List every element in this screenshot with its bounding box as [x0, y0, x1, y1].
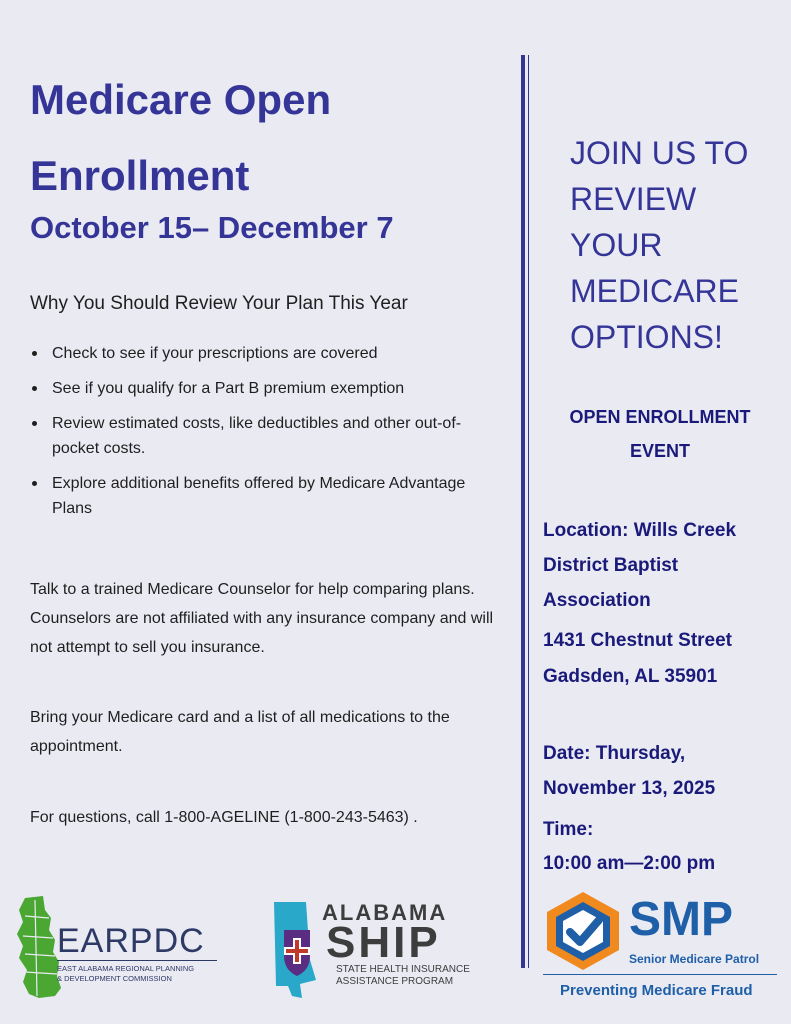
- smp-rule: [543, 974, 777, 975]
- event-date: Date: Thursday, November 13, 2025: [543, 743, 716, 799]
- smp-logo: [543, 890, 783, 1002]
- earpdc-logo: [15, 896, 230, 1000]
- questions-paragraph: For questions, call 1-800-AGELINE (1-800-243-5463) .: [30, 809, 418, 826]
- alabama-ship-logo: [270, 898, 510, 1000]
- join-us-heading: JOIN US TO REVIEW YOUR MEDICARE OPTIONS!: [570, 135, 749, 355]
- address-line-2: Gadsden, AL 35901: [543, 666, 718, 687]
- earpdc-rule: [57, 960, 217, 961]
- smp-tagline: Preventing Medicare Fraud: [560, 982, 753, 999]
- ship-line-1: STATE HEALTH INSURANCE: [336, 964, 470, 975]
- list-item: Review estimated costs, like deductibles and other out-of-pocket costs.: [30, 411, 500, 461]
- alabama-map-icon: [15, 896, 63, 1000]
- why-review-heading: Why You Should Review Your Plan This Year: [30, 293, 408, 314]
- earpdc-line-1: EAST ALABAMA REGIONAL PLANNING: [57, 964, 195, 973]
- smp-name: SMP: [629, 893, 734, 946]
- event-label: OPEN ENROLLMENT EVENT: [569, 407, 751, 461]
- list-item: Explore additional benefits offered by Medicare Advantage Plans: [30, 471, 500, 521]
- time-label: Time:: [543, 819, 594, 840]
- reasons-list: [30, 341, 500, 531]
- page-title: Medicare Open Enrollment: [30, 76, 332, 199]
- smp-checkmark-shield-icon: [543, 890, 623, 972]
- ship-line-2: ASSISTANCE PROGRAM: [336, 976, 454, 987]
- earpdc-name: EARPDC: [57, 922, 205, 960]
- list-item: See if you qualify for a Part B premium exemption: [30, 376, 500, 401]
- bring-paragraph: Bring your Medicare card and a list of all medications to the appointment.: [30, 709, 450, 755]
- smp-subtitle: Senior Medicare Patrol: [629, 952, 760, 966]
- event-location: Location: Wills Creek District Baptist Association: [543, 520, 737, 611]
- enrollment-dates: October 15– December 7: [30, 210, 394, 245]
- address-line-1: 1431 Chestnut Street: [543, 630, 733, 651]
- ship-main-text: SHIP: [326, 918, 441, 967]
- column-divider: [521, 55, 525, 968]
- counselor-paragraph: Talk to a trained Medicare Counselor for help comparing plans. Counselors are not affiliated with any insurance company and will not attempt to sell you insurance.: [30, 581, 494, 656]
- list-item: Check to see if your prescriptions are covered: [30, 341, 500, 366]
- time-value: 10:00 am—2:00 pm: [543, 853, 716, 874]
- alabama-state-icon: [270, 900, 330, 1000]
- earpdc-line-2: & DEVELOPMENT COMMISSION: [57, 974, 172, 983]
- column-divider-thin: [528, 55, 529, 968]
- ship-top-text: ALABAMA: [322, 900, 448, 925]
